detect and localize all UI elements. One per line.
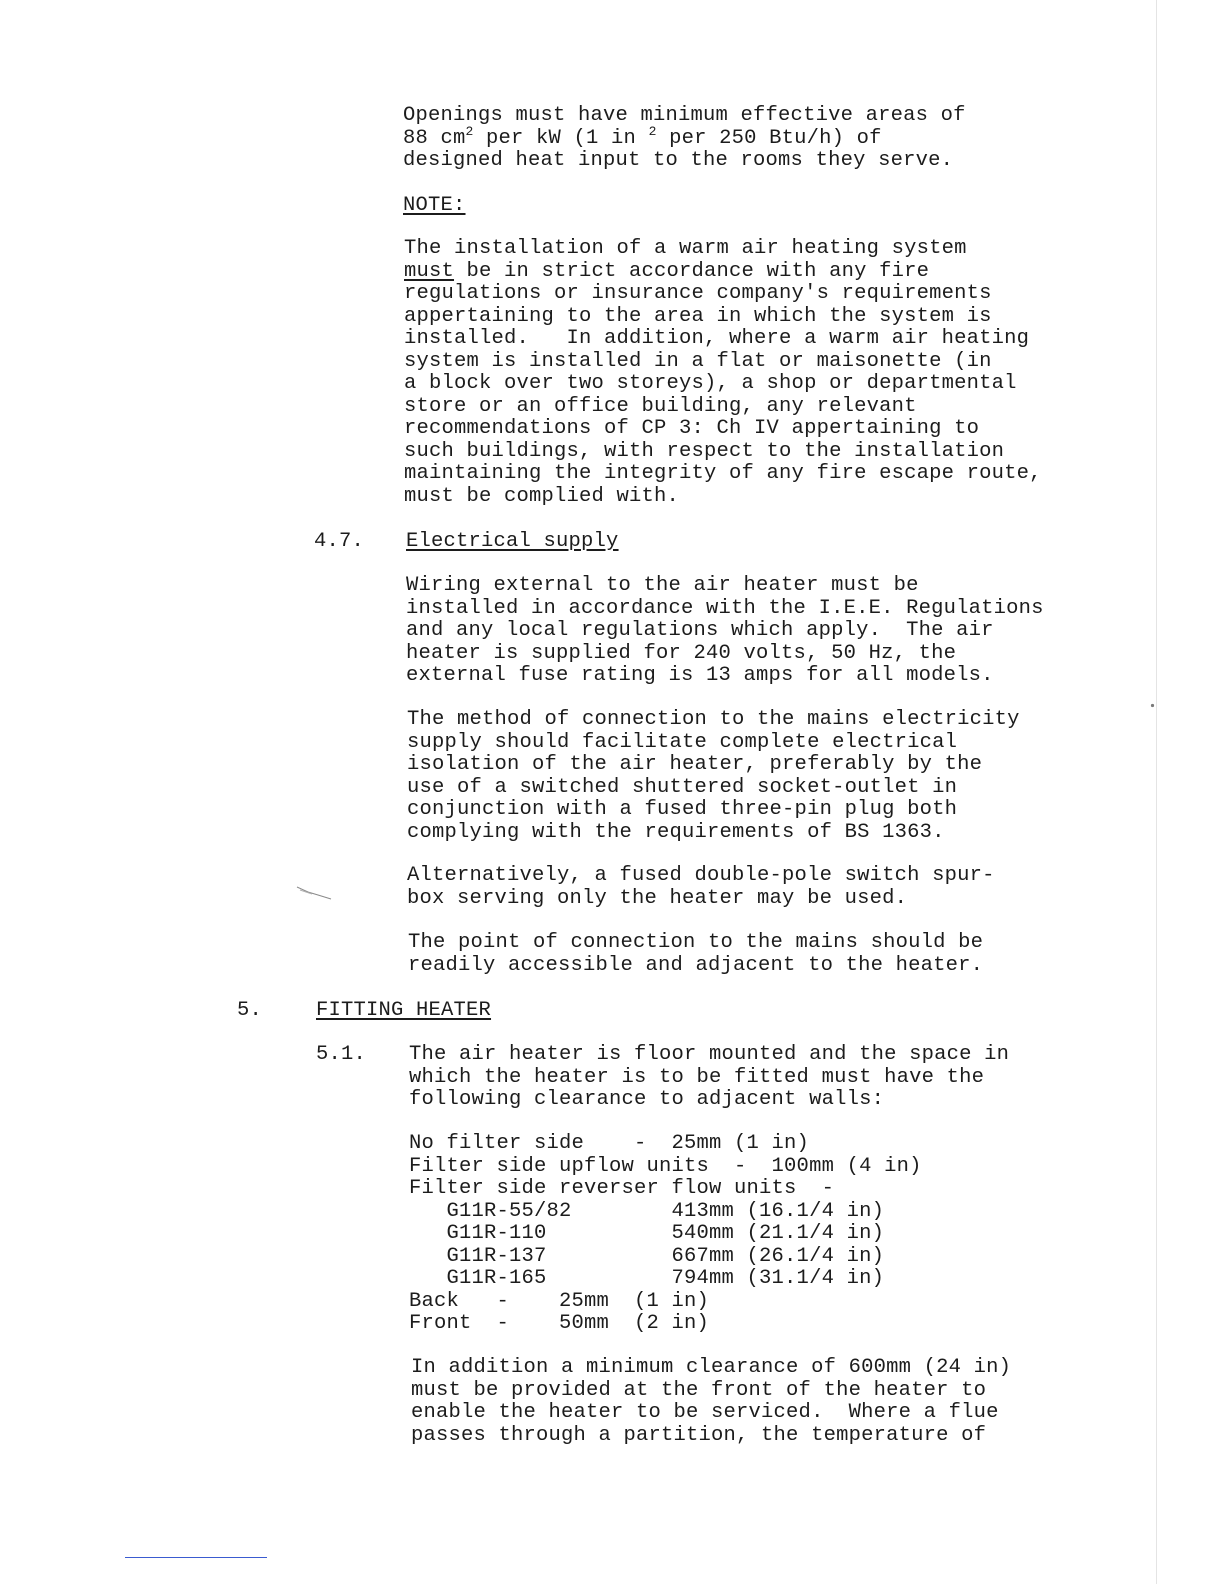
- note-line-8: store or an office building, any relevant: [404, 394, 917, 418]
- note-emphasis-must: must: [404, 259, 455, 283]
- intro-line-1: Openings must have minimum effective areas of: [403, 104, 966, 127]
- note-line-4: appertaining to the area in which the system is: [404, 304, 992, 328]
- section-5-heading: FITTING HEATER: [316, 999, 492, 1022]
- section-4-7-paragraph-4: The point of connection to the mains should be readily accessible and adjacent to the heater.: [408, 931, 984, 977]
- section-4-7-heading: Electrical supply: [406, 530, 619, 553]
- intro-paragraph: [403, 105, 966, 173]
- note-heading: NOTE:: [403, 194, 466, 217]
- section-5-number: 5.: [237, 999, 263, 1022]
- footnote-rule: [125, 1557, 267, 1558]
- note-line-10: such buildings, with respect to the installation: [404, 439, 1005, 463]
- note-line-2-rest: be in strict accordance with any fire: [454, 259, 930, 283]
- section-4-7-number: 4.7.: [314, 530, 365, 553]
- intro-line-2-c: per 250 Btu/h) of: [656, 126, 882, 150]
- note-line-6: system is installed in a flat or maisonette (in: [404, 349, 992, 373]
- section-5-1-paragraph-1: The air heater is floor mounted and the space in which the heater is to be fitted must have the following clearance to adjacent walls:: [409, 1043, 1010, 1111]
- section-4-7-paragraph-3: Alternatively, a fused double-pole switch spur- box serving only the heater may be used.: [407, 864, 995, 910]
- intro-line-3: designed heat input to the rooms they serve.: [403, 149, 954, 172]
- note-line-9: recommendations of CP 3: Ch IV appertaining to: [404, 417, 980, 440]
- intro-line-2: [403, 123, 882, 150]
- section-4-7-paragraph-1: Wiring external to the air heater must be installed in accordance with the I.E.E. Regulations and any local regulations which apply. The air heater is supplied for 240 volts, 50 Hz, the external fuse rating is 13 amps for all models.: [406, 574, 1044, 687]
- scan-speck: [1150, 703, 1155, 708]
- intro-line-2-a: 88 cm: [403, 126, 466, 150]
- note-line-1: The installation of a warm air heating system: [404, 237, 967, 260]
- note-line-12: must be complied with.: [404, 484, 680, 508]
- pencil-stroke-mark: [296, 886, 332, 900]
- section-5-1-number: 5.1.: [316, 1043, 367, 1066]
- note-line-11: maintaining the integrity of any fire escape route,: [404, 462, 1042, 485]
- section-5-1-paragraph-2: In addition a minimum clearance of 600mm (24 in) must be provided at the front of the heater to enable the heater to be serviced. Where a flue passes through a partition, the temperature of: [411, 1356, 1012, 1447]
- intro-line-2-b: per kW (1 in: [473, 126, 649, 150]
- scan-edge-line: [1156, 0, 1157, 1584]
- section-4-7-paragraph-2: The method of connection to the mains electricity supply should facilitate complete electrical isolation of the air heater, preferably by the use of a switched shuttered socket-outlet in conjunction with a fused three-pin plug both complying with the requirements of BS 1363.: [407, 708, 1020, 844]
- note-line-5: installed. In addition, where a warm air heating: [404, 327, 1030, 350]
- note-paragraph: [404, 238, 1042, 508]
- note-line-7: a block over two storeys), a shop or departmental: [404, 372, 1017, 395]
- note-line-2: [404, 260, 929, 283]
- superscript-squared: 2: [648, 123, 657, 139]
- superscript-squared: 2: [465, 123, 474, 139]
- note-line-3: regulations or insurance company's requirements: [404, 282, 992, 305]
- clearance-list: No filter side - 25mm (1 in) Filter side upflow units - 100mm (4 in) Filter side reverser flow units - G11R-55/82 413mm (16.1/4 in) G11R-110 540mm (21.1/4 in) G11R-137 667mm (26.1/4 in) G11R-165 794mm (31.1/4 in) Back - 25mm (1 in) Front - 50mm (2 in): [409, 1132, 922, 1335]
